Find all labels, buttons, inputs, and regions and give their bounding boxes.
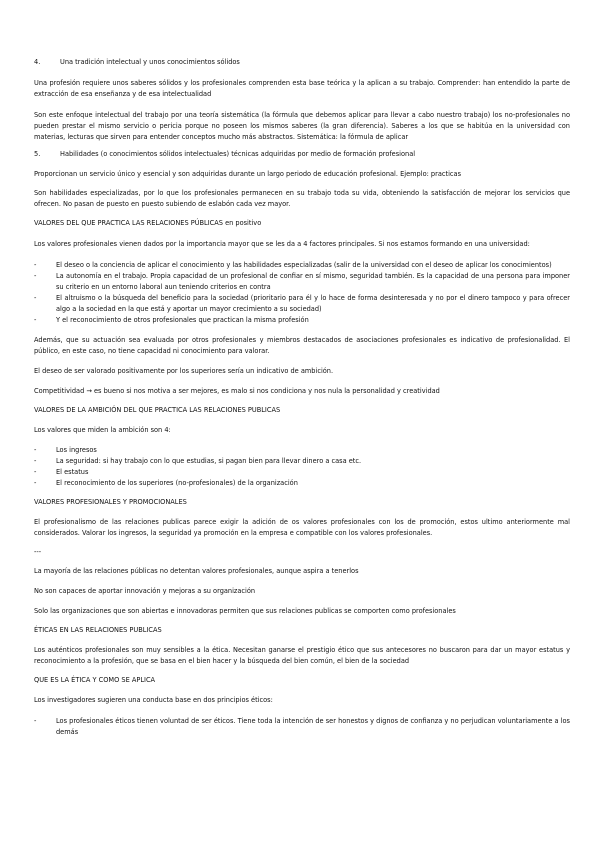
list-item [34, 478, 570, 489]
paragraph: Competitividad → es bueno si nos motiva a ser mejores, es malo si nos condiciona y nos nula la personalidad y creatividad [34, 387, 440, 395]
paragraph: Los auténticos profesionales son muy sensibles a la ética. Necesitan ganarse el prestigio ético que sus antecesores no buscaron para dar un mayor estatus y reconocimiento a la profesión, que se basa en el bien hacer y la búsqueda del bien común, el bien de la sociedad [34, 646, 570, 665]
list-item [34, 467, 570, 478]
list-item [34, 260, 570, 271]
bullet: - [34, 272, 37, 280]
paragraph: Además, que su actuación sea evaluada por otros profesionales y miembros destacados de asociaciones profesionales es indicativo de profesionalidad. El público, en este caso, no tiene capacidad ni conocimiento para valorar. [34, 336, 570, 355]
list-item-text: El altruismo o la búsqueda del beneficio para la sociedad (prioritario para él y lo hace de forma desinteresada y no por el dinero tampoco y para ofrecer algo a la sociedad en la que está y aportar un mayor crecimiento a su sociedad) [56, 294, 570, 313]
paragraph: La mayoría de las relaciones públicas no detentan valores profesionales, aunque aspira a tenerlos [34, 567, 359, 575]
list-item-text: El deseo o la conciencia de aplicar el conocimiento y las habilidades especializadas (salir de la universidad con el deseo de aplicar los conocimientos) [56, 261, 552, 269]
section-title: Habilidades (o conocimientos sólidos intelectuales) técnicas adquiridas por medio de formación profesional [60, 150, 416, 158]
section-heading: VALORES DE LA AMBICIÓN DEL QUE PRACTICA LAS RELACIONES PUBLICAS [34, 406, 281, 414]
list-item-text: La autonomía en el trabajo. Propia capacidad de un profesional de confiar en sí mismo, seguridad también. Es la capacidad de una persona para imponer su criterio en un entorno laboral aun teniendo criterios en contra [56, 272, 570, 291]
bullet: - [34, 468, 37, 476]
paragraph: Los valores que miden la ambición son 4: [34, 426, 171, 434]
paragraph: El profesionalismo de las relaciones publicas parece exigir la adición de os valores profesionales con los de promoción, estos ultimo anteriormente mal considerados. Valorar los ingresos, la seguridad ya promoción en la empresa e compatible con los valores profesionales. [34, 518, 570, 537]
bullet-list [34, 716, 570, 738]
section-heading: VALORES DEL QUE PRACTICA LAS RELACIONES PÚBLICAS en positivo [34, 219, 262, 227]
paragraph: Los valores profesionales vienen dados por la importancia mayor que se les da a 4 factores principales. Si nos estamos formando en una universidad: [34, 240, 530, 248]
section-heading: QUE ES LA ÉTICA Y COMO SE APLICA [34, 676, 156, 684]
bullet-list [34, 445, 570, 489]
bullet: - [34, 294, 37, 302]
list-item-text: El reconocimiento de los superiores (no-profesionales) de la organización [56, 479, 298, 487]
section-number: 4. [34, 58, 41, 66]
bullet: - [34, 717, 37, 725]
paragraph: Son habilidades especializadas, por lo que los profesionales permanecen en su trabajo toda su vida, obteniendo la satisfacción de mejorar los servicios que ofrecen. No pasan de puesto en puesto subiendo de eslabón cada vez mayor. [34, 189, 570, 208]
bullet: - [34, 479, 37, 487]
section-heading-5 [34, 149, 570, 160]
section-number: 5. [34, 150, 41, 158]
section-heading-4 [34, 57, 570, 68]
paragraph: No son capaces de aportar innovación y mejoras a su organización [34, 587, 256, 595]
list-item-text: Y el reconocimiento de otros profesionales que practican la misma profesión [56, 316, 309, 324]
list-item-text: Los ingresos [56, 446, 97, 454]
list-item-text: Los profesionales éticos tienen voluntad de ser éticos. Tiene toda la intención de ser honestos y dignos de confianza y no perjudican voluntariamente a los demás [56, 717, 570, 736]
bullet: - [34, 316, 37, 324]
paragraph: Una profesión requiere unos saberes sólidos y los profesionales comprenden esta base teórica y la aplican a su trabajo. Comprender: han entendido la parte de extracción de esa enseñanza y de esa intelectualidad [34, 79, 570, 98]
bullet: - [34, 457, 37, 465]
list-item [34, 315, 570, 326]
paragraph: Son este enfoque intelectual del trabajo por una teoría sistemática (la fórmula que debemos aplicar para llevar a cabo nuestro trabajo) los no-profesionales no pueden prestar el mismo servicio o pericia porque no poseen los mismos saberes (la gran diferencia). Saberes a los que se habitúa en la universidad con materias, lecturas que sirven para entender conceptos mucho más abstractos. Sistemática: la fórmula de aplicar [34, 111, 570, 141]
paragraph: Solo las organizaciones que son abiertas e innovadoras permiten que sus relaciones publicas se comporten como profesionales [34, 607, 456, 615]
section-title: Una tradición intelectual y unos conocimientos sólidos [60, 58, 240, 66]
list-item [34, 445, 570, 456]
bullet: - [34, 446, 37, 454]
paragraph: Proporcionan un servicio único y esencial y son adquiridas durante un largo periodo de educación profesional. Ejemplo: practicas [34, 170, 462, 178]
list-item [34, 271, 570, 293]
bullet: - [34, 261, 37, 269]
bullet-list [34, 260, 570, 326]
list-item [34, 716, 570, 738]
list-item [34, 456, 570, 467]
section-heading: ÉTICAS EN LAS RELACIONES PUBLICAS [34, 626, 162, 634]
document-body [34, 57, 570, 738]
list-item-text: La seguridad: si hay trabajo con lo que estudias, si pagan bien para llevar dinero a casa etc. [56, 457, 362, 465]
paragraph: Los investigadores sugieren una conducta base en dos principios éticos: [34, 696, 273, 704]
section-heading: VALORES PROFESIONALES Y PROMOCIONALES [34, 498, 187, 506]
list-item-text: El estatus [56, 468, 89, 476]
list-item [34, 293, 570, 315]
separator: --- [34, 548, 42, 556]
paragraph: El deseo de ser valorado positivamente por los superiores sería un indicativo de ambición. [34, 367, 334, 375]
